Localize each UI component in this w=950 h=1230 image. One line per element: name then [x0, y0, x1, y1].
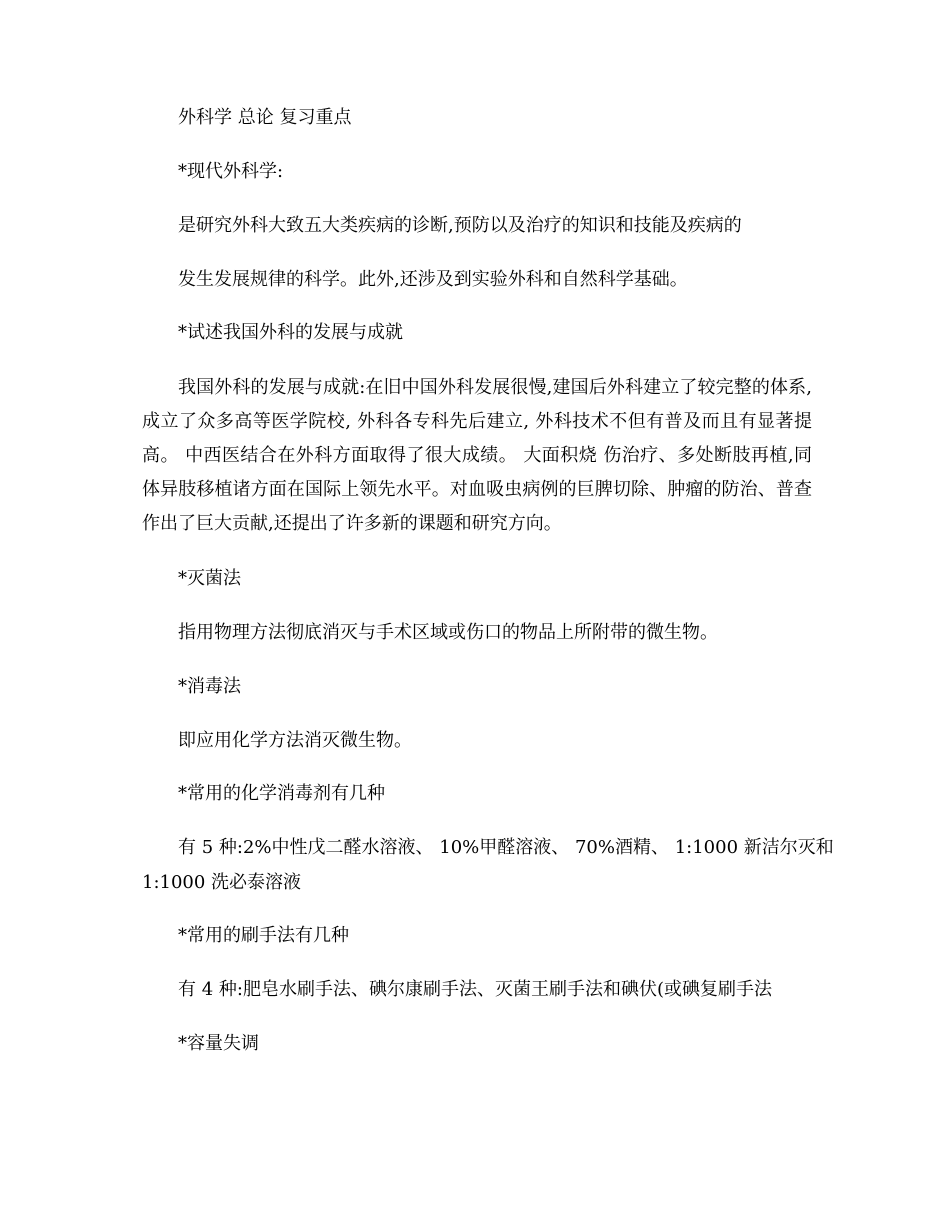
heading-volume-imbalance: *容量失调: [178, 1033, 259, 1054]
paragraph-disinfection: 即应用化学方法消灭微生物。: [178, 730, 412, 751]
paragraph-scrub: 有 4 种:肥皂水刷手法、碘尔康刷手法、灭菌王刷手法和碘伏(或碘复刷手法: [178, 979, 772, 1000]
paragraph-disinfectants-line1: 有 5 种:2%中性戊二醛水溶液、 10%甲醛溶液、 70%酒精、 1:1000 新洁尔灭和: [178, 837, 834, 858]
heading-modern-surgery: *现代外科学:: [178, 161, 284, 182]
paragraph-development: 我国外科的发展与成就:在旧中国外科发展很慢,建国后外科建立了较完整的体系,成立了众多高等医学院校, 外科各专科先后建立, 外科技术不但有普及而且有显著提高。 中西医结合在外科方面取得了很大成绩。 大面积烧 伤治疗、多处断肢再植,同体异肢移植诸方面在国际上领先水平。对血吸虫病例的巨脾切除、肿瘤的防治、普查 作出了巨大贡献,还提出了许多新的课题和研究方向。: [142, 377, 812, 534]
paragraph-modern-surgery-line2: 发生发展规律的科学。此外,还涉及到实验外科和自然科学基础。: [178, 269, 688, 290]
heading-disinfection: *消毒法: [178, 676, 241, 697]
heading-scrub: *常用的刷手法有几种: [178, 925, 349, 946]
heading-disinfectants: *常用的化学消毒剂有几种: [178, 783, 385, 804]
document-title: 外科学 总论 复习重点: [178, 107, 352, 128]
paragraph-sterilization: 指用物理方法彻底消灭与手术区域或伤口的物品上所附带的微生物。: [178, 622, 718, 643]
paragraph-modern-surgery-line1: 是研究外科大致五大类疾病的诊断,预防以及治疗的知识和技能及疾病的: [178, 215, 742, 236]
heading-development: *试述我国外科的发展与成就: [178, 322, 403, 343]
paragraph-disinfectants-line2: 1:1000 洗必泰溶液: [142, 872, 302, 893]
heading-sterilization: *灭菌法: [178, 568, 241, 589]
